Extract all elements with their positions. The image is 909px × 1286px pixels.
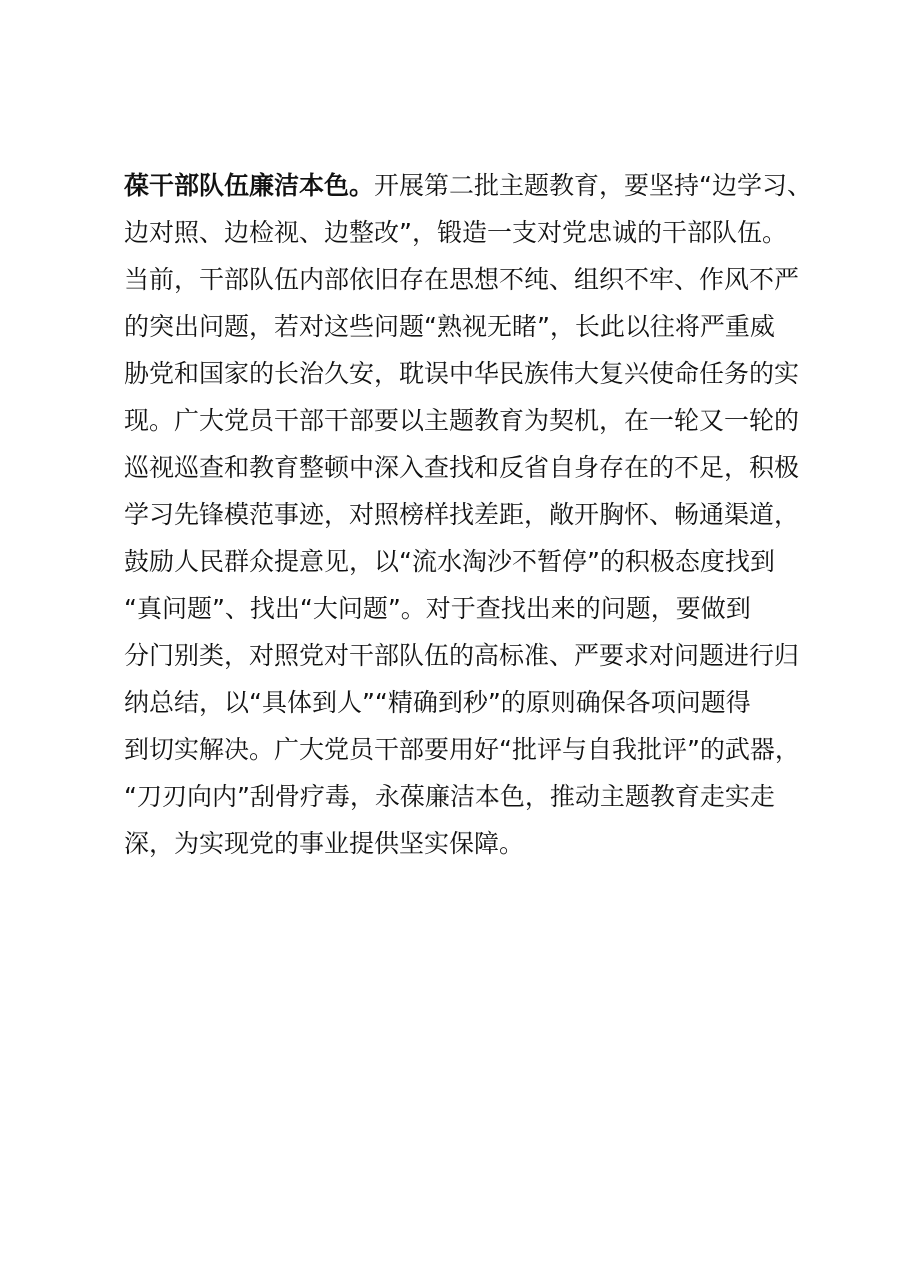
text-line: “刀刃向内”刮骨疗毒，永葆廉洁本色，推动主题教育走实走 (124, 782, 775, 811)
text-line: 鼓励人民群众提意见，以“流水淘沙不暂停”的积极态度找到 (124, 547, 775, 576)
text-line: 胁党和国家的长治久安，耽误中华民族伟大复兴使命任务的实 (124, 359, 800, 388)
text-line: “真问题”、找出“大问题”。对于查找出来的问题，要做到 (124, 594, 751, 623)
text-line: 学习先锋模范事迹，对照榜样找差距，敞开胸怀、畅通渠道， (124, 500, 800, 529)
text-line: 的突出问题，若对这些问题“熟视无睹”，长此以往将严重威 (124, 312, 775, 341)
text-line: 分门别类，对照党对干部队伍的高标准、严要求对问题进行归 (124, 641, 800, 670)
line-text: 开展第二批主题教育，要坚持“边学习、 (374, 171, 812, 200)
bold-heading-fragment: 葆干部队伍廉洁本色。 (124, 171, 375, 200)
body-paragraph (124, 162, 814, 867)
text-line: 边对照、边检视、边整改”，锻造一支对党忠诚的干部队伍。 (124, 218, 787, 247)
text-line: 现。广大党员干部干部要以主题教育为契机，在一轮又一轮的 (124, 406, 800, 435)
text-line: 纳总结，以“具体到人”“精确到秒”的原则确保各项问题得 (124, 688, 751, 717)
text-line: 到切实解决。广大党员干部要用好“批评与自我批评”的武器， (124, 735, 800, 764)
text-line: 巡视巡查和教育整顿中深入查找和反省自身存在的不足，积极 (124, 453, 800, 482)
text-line (124, 162, 814, 209)
text-line: 深，为实现党的事业提供坚实保障。 (124, 829, 525, 858)
text-line: 当前，干部队伍内部依旧存在思想不纯、组织不牢、作风不严 (124, 265, 800, 294)
